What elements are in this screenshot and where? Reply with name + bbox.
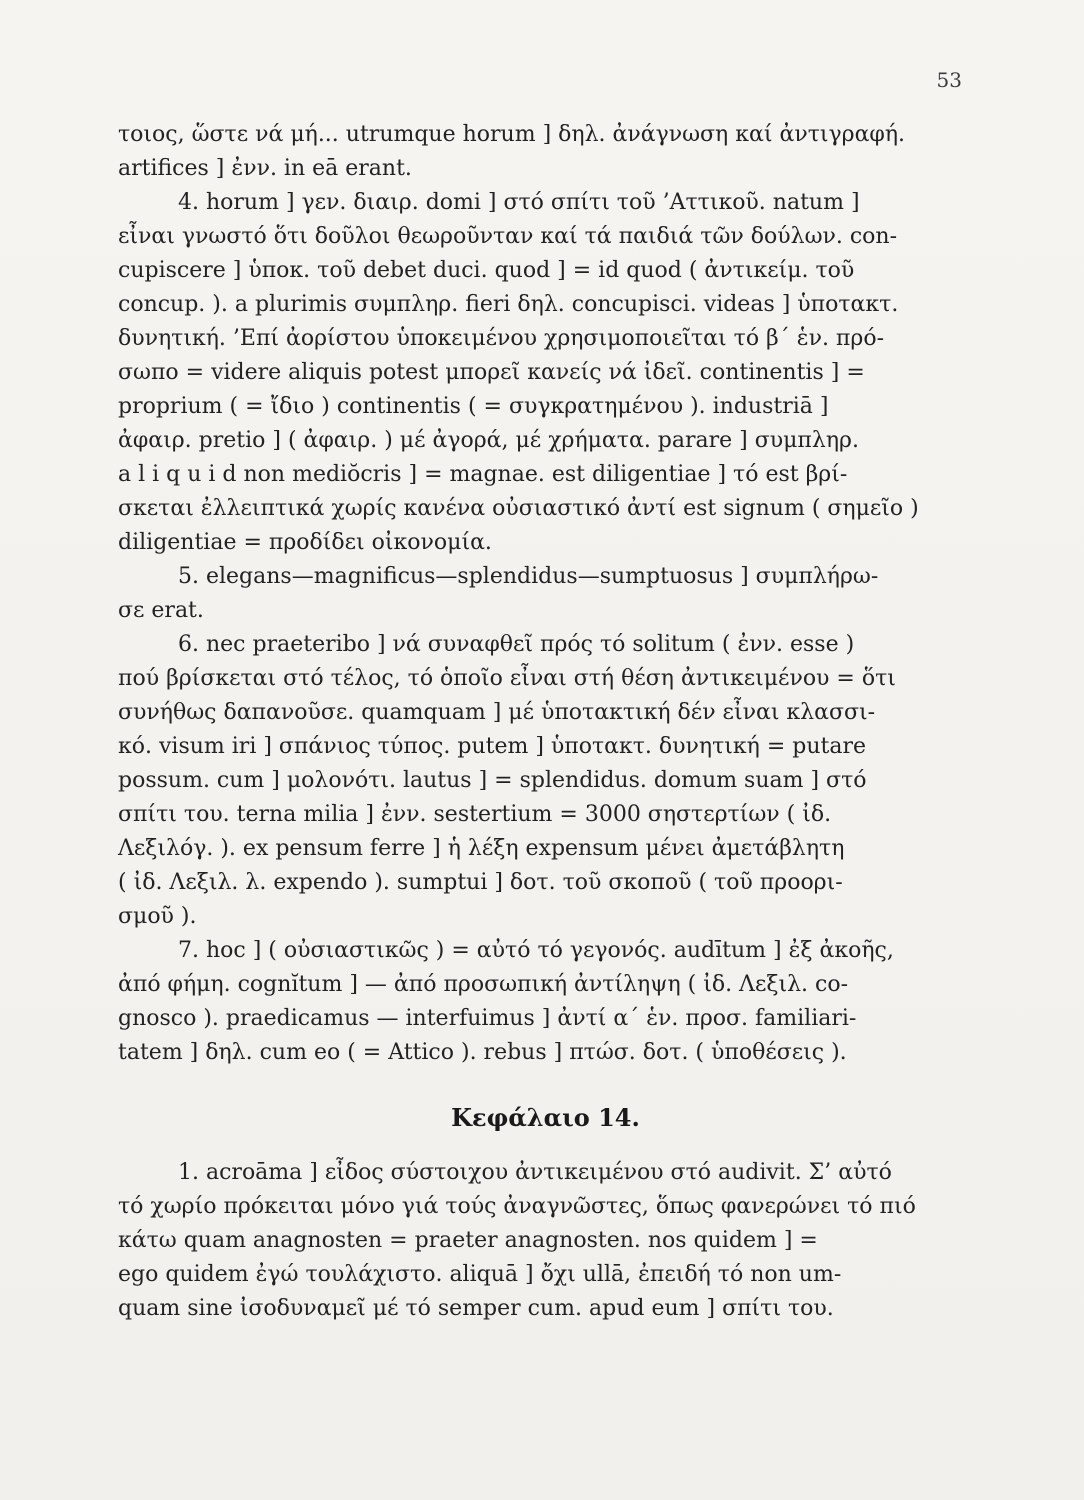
text-line: possum. cum ] μολονότι. lautus ] = splendidus. domum suam ] στό	[118, 768, 867, 793]
commentary-section-after	[118, 1156, 973, 1326]
text-line: ἀπό φήμη. cognĭtum ] — ἀπό προσωπική ἀντίληψη ( ἰδ. Λεξιλ. co-	[118, 972, 849, 997]
text-line: 7. hoc ] ( οὐσιαστικῶς ) = αὐτό τό γεγονός. audītum ] ἐξ ἀκοῆς,	[178, 938, 894, 963]
text-line: diligentiae = προδίδει οἰκονομία.	[118, 530, 492, 555]
text-line: a l i q u i d non mediŏcris ] = magnae. est diligentiae ] τό est βρί-	[118, 462, 848, 487]
text-line: κάτω quam anagnosten = praeter anagnosten. nos quidem ] =	[118, 1228, 818, 1253]
page-number: 53	[936, 68, 962, 92]
text-line: δυνητική. ’Επί ἀορίστου ὑποκειμένου χρησιμοποιεῖται τό β΄ ἑν. πρό-	[118, 326, 885, 351]
text-line: πού βρίσκεται στό τέλος, τό ὁποῖο εἶναι στή θέση ἀντικειμένου = ὅτι	[118, 666, 896, 691]
chapter-heading: Κεφάλαιο 14.	[451, 1103, 640, 1132]
text-line: 4. horum ] γεν. διαιρ. domi ] στό σπίτι τοῦ ’Αττικοῦ. natum ]	[178, 190, 860, 215]
text-line: Λεξιλόγ. ). ex pensum ferre ] ἡ λέξη expensum μένει ἀμετάβλητη	[118, 836, 845, 861]
text-line: tatem ] δηλ. cum eo ( = Attico ). rebus ] πτώσ. δοτ. ( ὑποθέσεις ).	[118, 1040, 847, 1065]
text-line: cupiscere ] ὑποκ. τοῦ debet duci. quod ] = id quod ( ἀντικείμ. τοῦ	[118, 258, 855, 283]
text-line: ego quidem ἐγώ τουλάχιστο. aliquā ] ὄχι ullā, ἐπειδή τό non um-	[118, 1262, 842, 1287]
text-line: τό χωρίο πρόκειται μόνο γιά τούς ἀναγνῶστες, ὅπως φανερώνει τό πιό	[118, 1194, 916, 1219]
text-line: συνήθως δαπανοῦσε. quamquam ] μέ ὑποτακτική δέν εἶναι κλασσι-	[118, 700, 876, 725]
text-line: ἀφαιρ. pretio ] ( ἀφαιρ. ) μέ ἀγορά, μέ χρήματα. parare ] συμπληρ.	[118, 428, 859, 453]
text-line: quam sine ἰσοδυναμεῖ μέ τό semper cum. apud eum ] σπίτι του.	[118, 1296, 834, 1321]
text-line: σκεται ἐλλειπτικά χωρίς κανένα οὐσιαστικό ἀντί est signum ( σημεῖο )	[118, 496, 919, 521]
commentary-section-before	[118, 118, 973, 1070]
text-line: σε erat.	[118, 598, 204, 623]
text-line: σμοῦ ).	[118, 904, 197, 929]
text-line: εἶναι γνωστό ὅτι δοῦλοι θεωροῦνταν καί τά παιδιά τῶν δούλων. con-	[118, 224, 898, 249]
commentary-text	[118, 118, 973, 1326]
text-line: artifices ] ἐνν. in eā erant.	[118, 156, 412, 181]
text-line: σπίτι του. terna milia ] ἐνν. sestertium = 3000 σηστερτίων ( ἰδ.	[118, 802, 832, 827]
text-line: 5. elegans—magnificus—splendidus—sumptuosus ] συμπλήρω-	[178, 564, 879, 589]
text-line: 1. acroāma ] εἶδος σύστοιχου ἀντικειμένου στό audivit. Σ’ αὐτό	[178, 1160, 892, 1185]
text-line: concup. ). a plurimis συμπληρ. fieri δηλ. concupisci. videas ] ὑποτακτ.	[118, 292, 899, 317]
text-line: 6. nec praeteribo ] νά συναφθεῖ πρός τό solitum ( ἐνν. esse )	[178, 632, 855, 657]
text-line: σωπο = videre aliquis potest μπορεῖ κανείς νά ἰδεῖ. continentis ] =	[118, 360, 865, 385]
text-line: proprium ( = ἴδιο ) continentis ( = συγκρατημένου ). industriā ]	[118, 394, 829, 419]
text-line: τοιος, ὥστε νά μή... utrumque horum ] δηλ. ἀνάγνωση καί ἀντιγραφή.	[118, 122, 906, 147]
text-line: κό. visum iri ] σπάνιος τύπος. putem ] ὑποτακτ. δυνητική = putare	[118, 734, 866, 759]
text-line: ( ἰδ. Λεξιλ. λ. expendo ). sumptui ] δοτ. τοῦ σκοποῦ ( τοῦ προορι-	[118, 870, 843, 895]
text-line: gnosco ). praedicamus — interfuimus ] ἀντί α΄ ἑν. προσ. familiari-	[118, 1006, 857, 1031]
